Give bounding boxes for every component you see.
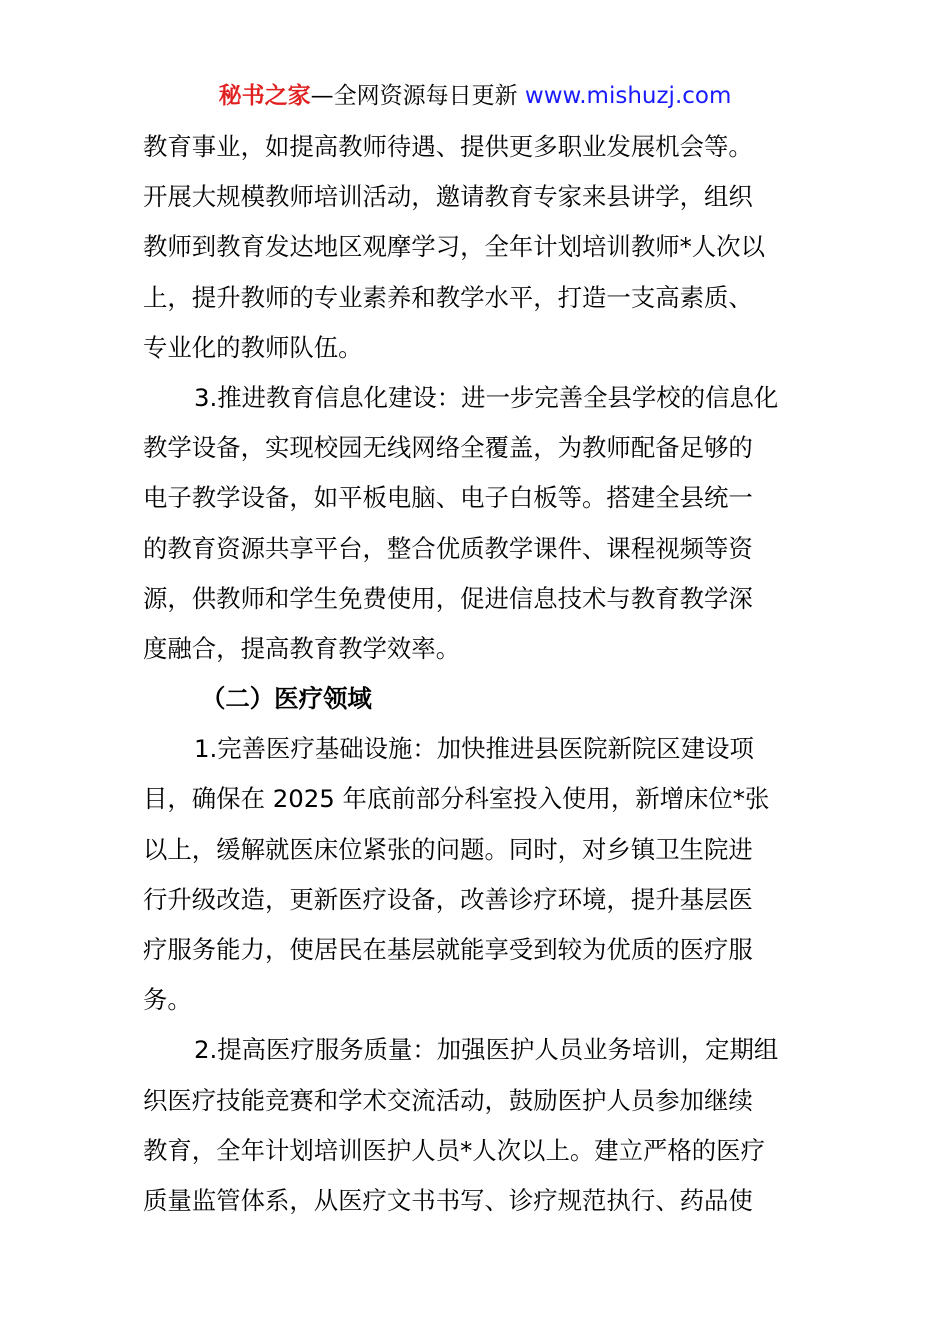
site-url-link[interactable]: www.mishuzj.com: [524, 83, 732, 109]
text-line: 质量监管体系，从医疗文书书写、诊疗规范执行、药品使: [143, 1185, 753, 1215]
text-line: 织医疗技能竞赛和学术交流活动，鼓励医护人员参加继续: [143, 1085, 753, 1115]
text-line: 教育事业，如提高教师待遇、提供更多职业发展机会等。: [143, 132, 753, 161]
text-line: 目，确保在 2025 年底前部分科室投入使用，新增床位*张: [143, 784, 770, 814]
brand-name: 秘书之家: [218, 83, 311, 109]
page-header: [0, 80, 950, 112]
text-line: 教师到教育发达地区观摩学习，全年计划培训教师*人次以: [143, 232, 765, 262]
text-line: 源，供教师和学生免费使用，促进信息技术与教育教学深: [143, 583, 753, 613]
text-line: 以上，缓解就医床位紧张的问题。同时，对乡镇卫生院进: [143, 834, 753, 864]
text-line: 疗服务能力，使居民在基层就能享受到较为优质的医疗服: [143, 935, 753, 964]
text-line: 的教育资源共享平台，整合优质教学课件、课程视频等资: [143, 533, 753, 563]
section-heading: （二）医疗领域: [201, 684, 372, 714]
paragraph-start-line: 2.提高医疗服务质量：加强医护人员业务培训，定期组: [194, 1035, 779, 1065]
text-line: 教学设备，实现校园无线网络全覆盖，为教师配备足够的: [143, 433, 753, 463]
paragraph-start-line: 1.完善医疗基础设施：加快推进县医院新院区建设项: [194, 734, 754, 764]
text-line: 电子教学设备，如平板电脑、电子白板等。搭建全县统一: [143, 483, 753, 513]
text-line: 务。: [143, 985, 192, 1015]
text-line: 教育，全年计划培训医护人员*人次以上。建立严格的医疗: [143, 1135, 765, 1165]
document-body: [143, 122, 811, 1226]
text-line: 度融合，提高教育教学效率。: [143, 633, 461, 663]
paragraph-start-line: 3.推进教育信息化建设：进一步完善全县学校的信息化: [194, 382, 779, 412]
text-line: 上，提升教师的专业素养和教学水平，打造一支高素质、: [143, 282, 753, 312]
text-line: 行升级改造，更新医疗设备，改善诊疗环境，提升基层医: [143, 884, 753, 914]
header-tagline: —全网资源每日更新: [310, 83, 525, 109]
text-line: 专业化的教师队伍。: [143, 332, 363, 362]
text-line: 开展大规模教师培训活动，邀请教育专家来县讲学，组织: [143, 182, 753, 212]
